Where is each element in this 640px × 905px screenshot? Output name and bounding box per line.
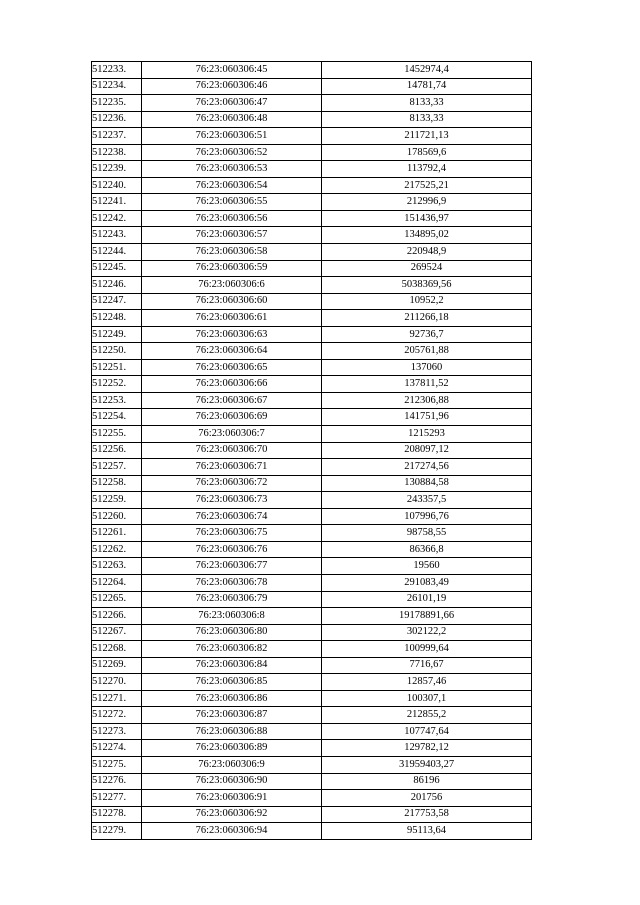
cadastral-number-cell: 76:23:060306:57 [142, 227, 322, 244]
table-row [92, 95, 532, 112]
cadastral-value-cell: 19178891,66 [322, 608, 532, 625]
cadastral-value-cell: 12857,46 [322, 674, 532, 691]
table-row [92, 376, 532, 393]
cadastral-number-cell: 76:23:060306:58 [142, 244, 322, 261]
cadastral-value-cell: 100307,1 [322, 690, 532, 707]
row-number-cell: 512273. [92, 723, 142, 740]
cadastral-value-cell: 5038369,56 [322, 277, 532, 294]
cadastral-number-cell: 76:23:060306:75 [142, 525, 322, 542]
table-row [92, 78, 532, 95]
table-row [92, 177, 532, 194]
cadastral-value-cell: 113792,4 [322, 161, 532, 178]
table-row [92, 459, 532, 476]
cadastral-value-cell: 217525,21 [322, 177, 532, 194]
cadastral-number-cell: 76:23:060306:46 [142, 78, 322, 95]
cadastral-number-cell: 76:23:060306:73 [142, 492, 322, 509]
table-row [92, 475, 532, 492]
row-number-cell: 512255. [92, 426, 142, 443]
table-row [92, 392, 532, 409]
cadastral-value-cell: 1215293 [322, 426, 532, 443]
cadastral-number-cell: 76:23:060306:9 [142, 756, 322, 773]
row-number-cell: 512259. [92, 492, 142, 509]
table-row [92, 62, 532, 79]
row-number-cell: 512264. [92, 574, 142, 591]
cadastral-value-cell: 10952,2 [322, 293, 532, 310]
table-row [92, 492, 532, 509]
row-number-cell: 512241. [92, 194, 142, 211]
row-number-cell: 512265. [92, 591, 142, 608]
row-number-cell: 512238. [92, 144, 142, 161]
row-number-cell: 512277. [92, 790, 142, 807]
cadastral-number-cell: 76:23:060306:67 [142, 392, 322, 409]
table-row [92, 541, 532, 558]
cadastral-value-cell: 107996,76 [322, 508, 532, 525]
cadastral-value-table [91, 61, 532, 840]
table-row [92, 525, 532, 542]
cadastral-number-cell: 76:23:060306:85 [142, 674, 322, 691]
row-number-cell: 512253. [92, 392, 142, 409]
cadastral-number-cell: 76:23:060306:76 [142, 541, 322, 558]
table-row [92, 591, 532, 608]
table-row [92, 409, 532, 426]
table-row [92, 144, 532, 161]
cadastral-value-cell: 205761,88 [322, 343, 532, 360]
row-number-cell: 512257. [92, 459, 142, 476]
table-row [92, 773, 532, 790]
table-row [92, 657, 532, 674]
cadastral-number-cell: 76:23:060306:65 [142, 359, 322, 376]
cadastral-number-cell: 76:23:060306:61 [142, 310, 322, 327]
cadastral-number-cell: 76:23:060306:72 [142, 475, 322, 492]
cadastral-value-cell: 134895,02 [322, 227, 532, 244]
row-number-cell: 512272. [92, 707, 142, 724]
row-number-cell: 512263. [92, 558, 142, 575]
cadastral-value-cell: 19560 [322, 558, 532, 575]
cadastral-number-cell: 76:23:060306:69 [142, 409, 322, 426]
row-number-cell: 512235. [92, 95, 142, 112]
cadastral-value-cell: 151436,97 [322, 210, 532, 227]
cadastral-value-cell: 107747,64 [322, 723, 532, 740]
cadastral-number-cell: 76:23:060306:55 [142, 194, 322, 211]
cadastral-number-cell: 76:23:060306:91 [142, 790, 322, 807]
cadastral-number-cell: 76:23:060306:78 [142, 574, 322, 591]
cadastral-number-cell: 76:23:060306:47 [142, 95, 322, 112]
row-number-cell: 512275. [92, 756, 142, 773]
cadastral-value-cell: 92736,7 [322, 326, 532, 343]
table-row [92, 756, 532, 773]
cadastral-value-cell: 95113,64 [322, 823, 532, 840]
cadastral-value-cell: 217753,58 [322, 806, 532, 823]
cadastral-value-cell: 291083,49 [322, 574, 532, 591]
row-number-cell: 512278. [92, 806, 142, 823]
table-row [92, 359, 532, 376]
cadastral-number-cell: 76:23:060306:80 [142, 624, 322, 641]
row-number-cell: 512239. [92, 161, 142, 178]
table-row [92, 690, 532, 707]
row-number-cell: 512236. [92, 111, 142, 128]
row-number-cell: 512261. [92, 525, 142, 542]
cadastral-value-cell: 98758,55 [322, 525, 532, 542]
cadastral-value-cell: 137060 [322, 359, 532, 376]
row-number-cell: 512251. [92, 359, 142, 376]
table-row [92, 310, 532, 327]
cadastral-value-cell: 212996,9 [322, 194, 532, 211]
cadastral-value-cell: 211721,13 [322, 128, 532, 145]
cadastral-number-cell: 76:23:060306:48 [142, 111, 322, 128]
row-number-cell: 512258. [92, 475, 142, 492]
row-number-cell: 512271. [92, 690, 142, 707]
cadastral-value-cell: 243357,5 [322, 492, 532, 509]
row-number-cell: 512250. [92, 343, 142, 360]
row-number-cell: 512270. [92, 674, 142, 691]
table-row [92, 790, 532, 807]
cadastral-number-cell: 76:23:060306:90 [142, 773, 322, 790]
cadastral-value-cell: 137811,52 [322, 376, 532, 393]
row-number-cell: 512267. [92, 624, 142, 641]
table-row [92, 111, 532, 128]
cadastral-value-cell: 212855,2 [322, 707, 532, 724]
cadastral-number-cell: 76:23:060306:6 [142, 277, 322, 294]
cadastral-value-cell: 220948,9 [322, 244, 532, 261]
table-row [92, 574, 532, 591]
cadastral-value-cell: 31959403,27 [322, 756, 532, 773]
row-number-cell: 512243. [92, 227, 142, 244]
cadastral-number-cell: 76:23:060306:94 [142, 823, 322, 840]
cadastral-value-cell: 26101,19 [322, 591, 532, 608]
table-row [92, 806, 532, 823]
cadastral-number-cell: 76:23:060306:59 [142, 260, 322, 277]
cadastral-number-cell: 76:23:060306:8 [142, 608, 322, 625]
row-number-cell: 512252. [92, 376, 142, 393]
table-row [92, 293, 532, 310]
cadastral-number-cell: 76:23:060306:87 [142, 707, 322, 724]
row-number-cell: 512276. [92, 773, 142, 790]
table-row [92, 558, 532, 575]
cadastral-value-cell: 201756 [322, 790, 532, 807]
cadastral-value-cell: 208097,12 [322, 442, 532, 459]
row-number-cell: 512254. [92, 409, 142, 426]
table-row [92, 624, 532, 641]
cadastral-number-cell: 76:23:060306:7 [142, 426, 322, 443]
table-body [92, 62, 532, 840]
cadastral-number-cell: 76:23:060306:66 [142, 376, 322, 393]
table-row [92, 343, 532, 360]
row-number-cell: 512240. [92, 177, 142, 194]
table-row [92, 210, 532, 227]
cadastral-number-cell: 76:23:060306:63 [142, 326, 322, 343]
cadastral-value-cell: 14781,74 [322, 78, 532, 95]
row-number-cell: 512249. [92, 326, 142, 343]
cadastral-value-cell: 211266,18 [322, 310, 532, 327]
cadastral-number-cell: 76:23:060306:86 [142, 690, 322, 707]
cadastral-value-cell: 130884,58 [322, 475, 532, 492]
cadastral-number-cell: 76:23:060306:92 [142, 806, 322, 823]
cadastral-value-cell: 8133,33 [322, 95, 532, 112]
table-row [92, 823, 532, 840]
cadastral-number-cell: 76:23:060306:89 [142, 740, 322, 757]
table-row [92, 723, 532, 740]
table-row [92, 161, 532, 178]
row-number-cell: 512266. [92, 608, 142, 625]
cadastral-number-cell: 76:23:060306:45 [142, 62, 322, 79]
cadastral-value-cell: 178569,6 [322, 144, 532, 161]
cadastral-number-cell: 76:23:060306:82 [142, 641, 322, 658]
cadastral-number-cell: 76:23:060306:53 [142, 161, 322, 178]
table-row [92, 508, 532, 525]
cadastral-value-cell: 1452974,4 [322, 62, 532, 79]
table-row [92, 674, 532, 691]
table-row [92, 442, 532, 459]
cadastral-value-cell: 302122,2 [322, 624, 532, 641]
row-number-cell: 512246. [92, 277, 142, 294]
row-number-cell: 512245. [92, 260, 142, 277]
row-number-cell: 512262. [92, 541, 142, 558]
table-row [92, 740, 532, 757]
row-number-cell: 512234. [92, 78, 142, 95]
row-number-cell: 512237. [92, 128, 142, 145]
table-row [92, 277, 532, 294]
row-number-cell: 512233. [92, 62, 142, 79]
table-row [92, 641, 532, 658]
cadastral-value-cell: 212306,88 [322, 392, 532, 409]
row-number-cell: 512248. [92, 310, 142, 327]
table-row [92, 194, 532, 211]
table-row [92, 608, 532, 625]
cadastral-value-cell: 86366,8 [322, 541, 532, 558]
cadastral-number-cell: 76:23:060306:77 [142, 558, 322, 575]
row-number-cell: 512279. [92, 823, 142, 840]
cadastral-number-cell: 76:23:060306:60 [142, 293, 322, 310]
cadastral-number-cell: 76:23:060306:74 [142, 508, 322, 525]
row-number-cell: 512242. [92, 210, 142, 227]
row-number-cell: 512269. [92, 657, 142, 674]
cadastral-value-cell: 269524 [322, 260, 532, 277]
cadastral-number-cell: 76:23:060306:79 [142, 591, 322, 608]
cadastral-number-cell: 76:23:060306:52 [142, 144, 322, 161]
table-row [92, 426, 532, 443]
row-number-cell: 512268. [92, 641, 142, 658]
row-number-cell: 512274. [92, 740, 142, 757]
table-row [92, 128, 532, 145]
cadastral-number-cell: 76:23:060306:71 [142, 459, 322, 476]
cadastral-number-cell: 76:23:060306:51 [142, 128, 322, 145]
cadastral-number-cell: 76:23:060306:84 [142, 657, 322, 674]
cadastral-value-cell: 217274,56 [322, 459, 532, 476]
cadastral-number-cell: 76:23:060306:54 [142, 177, 322, 194]
cadastral-value-cell: 86196 [322, 773, 532, 790]
row-number-cell: 512247. [92, 293, 142, 310]
row-number-cell: 512244. [92, 244, 142, 261]
cadastral-value-cell: 129782,12 [322, 740, 532, 757]
cadastral-value-cell: 7716,67 [322, 657, 532, 674]
row-number-cell: 512256. [92, 442, 142, 459]
row-number-cell: 512260. [92, 508, 142, 525]
table-row [92, 707, 532, 724]
cadastral-number-cell: 76:23:060306:56 [142, 210, 322, 227]
table-row [92, 227, 532, 244]
cadastral-number-cell: 76:23:060306:70 [142, 442, 322, 459]
cadastral-value-cell: 8133,33 [322, 111, 532, 128]
cadastral-number-cell: 76:23:060306:64 [142, 343, 322, 360]
table-row [92, 260, 532, 277]
table-row [92, 244, 532, 261]
table-row [92, 326, 532, 343]
cadastral-number-cell: 76:23:060306:88 [142, 723, 322, 740]
cadastral-value-cell: 141751,96 [322, 409, 532, 426]
cadastral-value-cell: 100999,64 [322, 641, 532, 658]
